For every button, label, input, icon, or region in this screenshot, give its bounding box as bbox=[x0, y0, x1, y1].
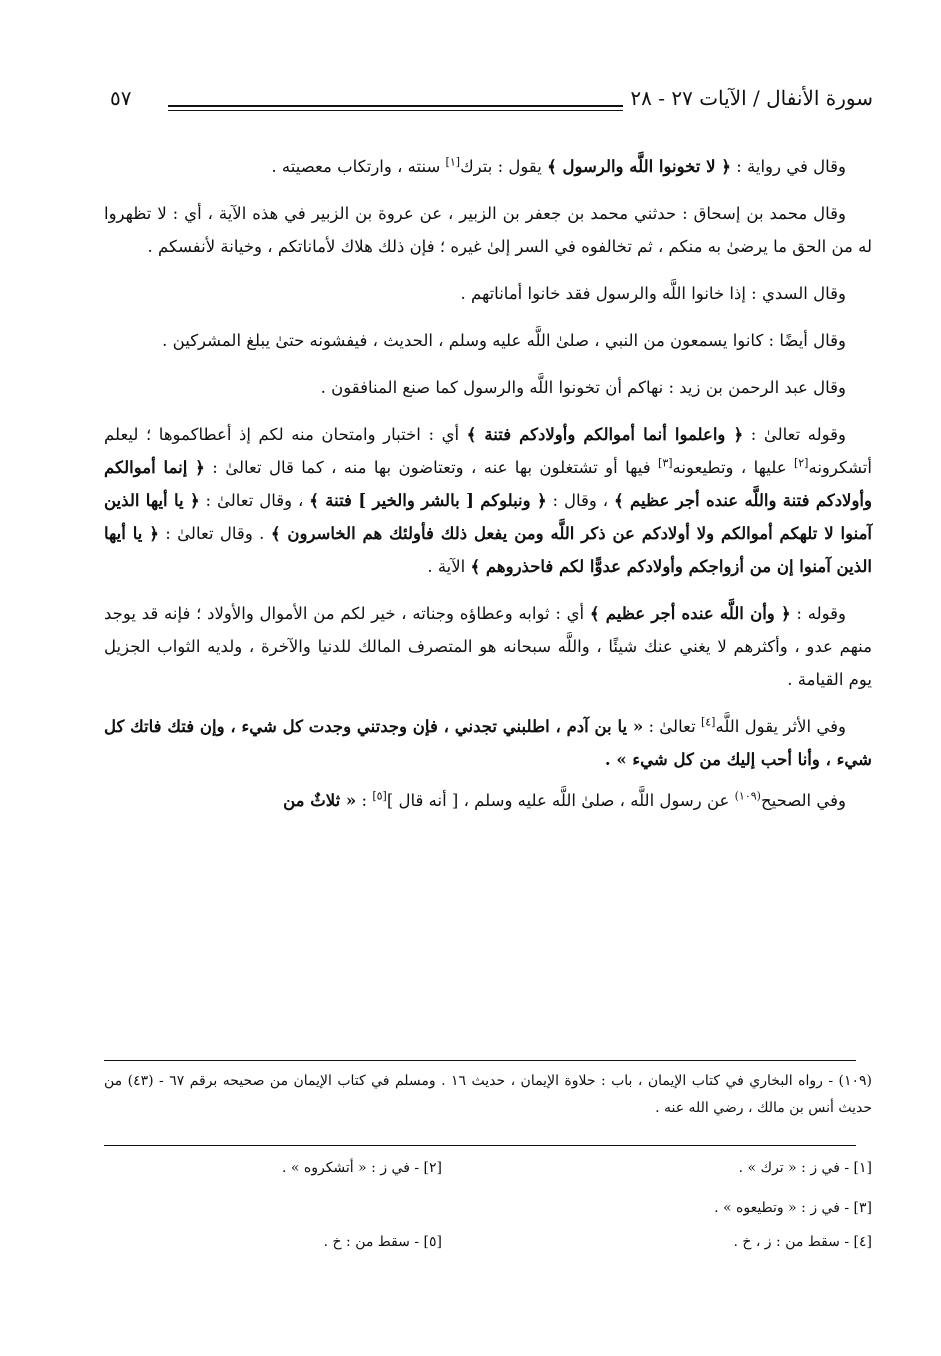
variant-note-5: [٥] - سقط من : خ . bbox=[323, 1234, 442, 1250]
variant-note-2: [٢] - في ز : « أتشكروه » . bbox=[281, 1160, 442, 1176]
variant-ref-3: [٣] bbox=[658, 456, 673, 470]
paragraph-7: وقوله : ﴿ وأن اللَّه عنده أجر عظيم ﴾ أي : ثوابه وعطاؤه وجناته ، خير لكم من الأموال والأولاد ؛ فإنه قد يوجد منهم عدو ، وأكثرهم لا يغني عنك شيئًا ، واللَّه سبحانه هو المتصرف المالك للدنيا والآخرة ، ولديه الثواب الجزيل يوم القيامة . bbox=[104, 604, 872, 689]
paragraph-2: وقال محمد بن إسحاق : حدثني محمد بن جعفر بن الزبير ، عن عروة بن الزبير في هذه الآية ، أي : لا تظهروا له من الحق ما يرضىٰ به منكم ، ثم تخالفوه في السر إلىٰ غيره ؛ فإن ذلك هلاك لأماناتكم ، وخيانة لأنفسكم . bbox=[104, 204, 872, 256]
variant-note-1: [١] - في ز : « ترك » . bbox=[738, 1160, 872, 1176]
paragraph-4: وقال أيضًا : كانوا يسمعون من النبي ، صلىٰ اللَّه عليه وسلم ، الحديث ، فيفشونه حتىٰ يبلغ المشركين . bbox=[162, 331, 846, 350]
variant-note-3: [٣] - في ز : « وتطيعوه » . bbox=[714, 1200, 872, 1216]
variant-ref-1: [١] bbox=[445, 155, 461, 169]
paragraph-9: وفي الصحيح$^{(١٠٩)}$ عن رسول اللَّه ، صلىٰ اللَّه عليه وسلم ، [ أنه قال ][٥] : « ثلاثٌ من bbox=[283, 789, 846, 810]
footnote-divider bbox=[104, 1060, 856, 1061]
variant-note-4: [٤] - سقط من : ز ، خ . bbox=[733, 1234, 872, 1250]
variants-divider bbox=[104, 1145, 856, 1146]
footnote-109: (١٠٩) - رواه البخاري في كتاب الإيمان ، باب : حلاوة الإيمان ، حديث ١٦ . ومسلم في كتاب الإيمان من صحيحه برقم ٦٧ - (٤٣) من حديث أنس بن مالك ، رضي الله عنه . bbox=[104, 1073, 873, 1116]
paragraph-3: وقال السدي : إذا خانوا اللَّه والرسول فقد خانوا أماناتهم . bbox=[460, 284, 846, 303]
paragraph-8: وفي الأثر يقول اللَّه[٤] تعالىٰ : « يا بن آدم ، اطلبني تجدني ، فإن وجدتني وجدت كل شيء ، وإن فتك فاتك كل شيء ، وأنا أحب إليك من كل شيء » . bbox=[104, 715, 872, 769]
paragraph-5: وقال عبد الرحمن بن زيد : نهاكم أن تخونوا اللَّه والرسول كما صنع المنافقون . bbox=[320, 378, 846, 397]
page-header-title: سورة الأنفال / الآيات ٢٧ - ٢٨ bbox=[630, 86, 873, 110]
page-header bbox=[108, 86, 873, 126]
paragraph-1: وقال في رواية : ﴿ لا تخونوا اللَّه والرسول ﴾ يقول : بترك[١] سنته ، وارتكاب معصيته . bbox=[271, 155, 846, 176]
paragraph-6: وقوله تعالىٰ : ﴿ واعلموا أنما أموالكم وأولادكم فتنة ﴾ أي : اختبار وامتحان منه لكم إذ أعطاكموها ؛ ليعلم أتشكرونه[٢] عليها ، وتطيعونه[٣] فيها أو تشتغلون بها عنه ، وتعتاضون بها منه ، كما قال تعالىٰ : ﴿ إنما أموالكم وأولادكم فتنة واللَّه عنده أجر عظيم ﴾ ، وقال : ﴿ ونبلوكم [ بالشر والخير ] فتنة ﴾ ، وقال تعالىٰ : ﴿ يا أيها الذين آمنوا لا تلهكم أموالكم ولا أولادكم عن ذكر اللَّه ومن يفعل ذلك فأولئك هم الخاسرون ﴾ . وقال تعالىٰ : ﴿ يا أيها الذين آمنوا إن من أزواجكم وأولادكم عدوًّا لكم فاحذروهم ﴾ الآية . bbox=[104, 425, 872, 576]
body-text bbox=[104, 150, 872, 825]
variant-ref-5: [٥] bbox=[372, 789, 387, 803]
header-rule bbox=[168, 105, 623, 111]
variant-ref-2: [٢] bbox=[793, 456, 809, 470]
variant-ref-4: [٤] bbox=[700, 715, 716, 729]
footnote-ref-109: (١٠٩) bbox=[734, 789, 761, 803]
page-number: ٥٧ bbox=[110, 86, 132, 110]
